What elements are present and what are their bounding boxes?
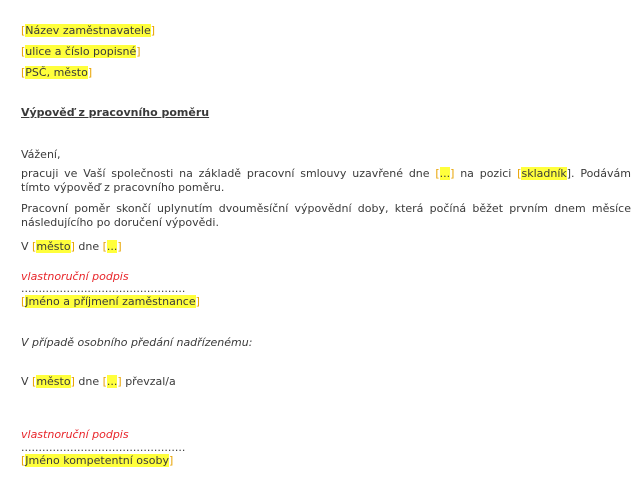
employer-street-value: ulice a číslo popisné <box>25 45 137 58</box>
place1-prefix: V <box>21 240 33 253</box>
competent-person-value: Jméno kompetentní osoby <box>25 454 169 467</box>
employer-name: [Název zaměstnavatele] <box>21 24 156 37</box>
employee-name-value: Jméno a příjmení zaměstnance <box>25 295 196 308</box>
place-date-2: V [město] dne [...] převzal/a <box>21 375 176 388</box>
signature-dots-1: ............................................... <box>21 282 186 295</box>
competent-person-name: [Jméno kompetentní osoby] <box>21 454 174 467</box>
place1-mid: dne <box>74 240 103 253</box>
employer-city: [PSČ, město] <box>21 66 93 79</box>
para1-text1: pracuji ve Vaší společnosti na základě pracovní smlouvy uzavřené dne <box>21 167 436 180</box>
employer-city-value: PSČ, město <box>25 66 88 79</box>
handover-heading: V případě osobního předání nadřízenému: <box>21 336 253 349</box>
place1-date: ... <box>106 240 118 253</box>
signature-label-2: vlastnoruční podpis <box>21 428 129 441</box>
paragraph-employment: pracuji ve Vaší společnosti na základě pracovní smlouvy uzavřené dne [...] na pozici [skladník]. Podávám tímto výpověď z pracovního poměru. <box>21 167 631 194</box>
greeting: Vážení, <box>21 148 61 161</box>
place2-mid: dne <box>74 375 103 388</box>
place1-city: město <box>36 240 71 253</box>
place2-date: ... <box>106 375 118 388</box>
position-value: skladník <box>521 167 567 180</box>
document-title: Výpověď z pracovního poměru <box>21 106 210 119</box>
signature-dots-2: ............................................... <box>21 441 186 454</box>
employer-name-value: Název zaměstnavatele <box>25 24 151 37</box>
para1-text3: ]. Podávám tímto výpověď z pracovního poměru. <box>21 167 631 194</box>
paragraph-notice-period: Pracovní poměr skončí uplynutím dvouměsíční výpovědní doby, která počíná běžet prvním dnem měsíce následujícího po doručení výpovědi. <box>21 202 631 229</box>
place-date-1: V [město] dne [...] <box>21 240 122 253</box>
employer-street: [ulice a číslo popisné] <box>21 45 141 58</box>
place2-prefix: V <box>21 375 33 388</box>
place2-city: město <box>36 375 71 388</box>
signature-label-1: vlastnoruční podpis <box>21 270 129 283</box>
employee-name: [Jméno a příjmení zaměstnance] <box>21 295 200 308</box>
contract-date: ... <box>439 167 451 180</box>
para1-text2: na pozici <box>454 167 518 180</box>
place2-suffix: převzal/a <box>121 375 176 388</box>
